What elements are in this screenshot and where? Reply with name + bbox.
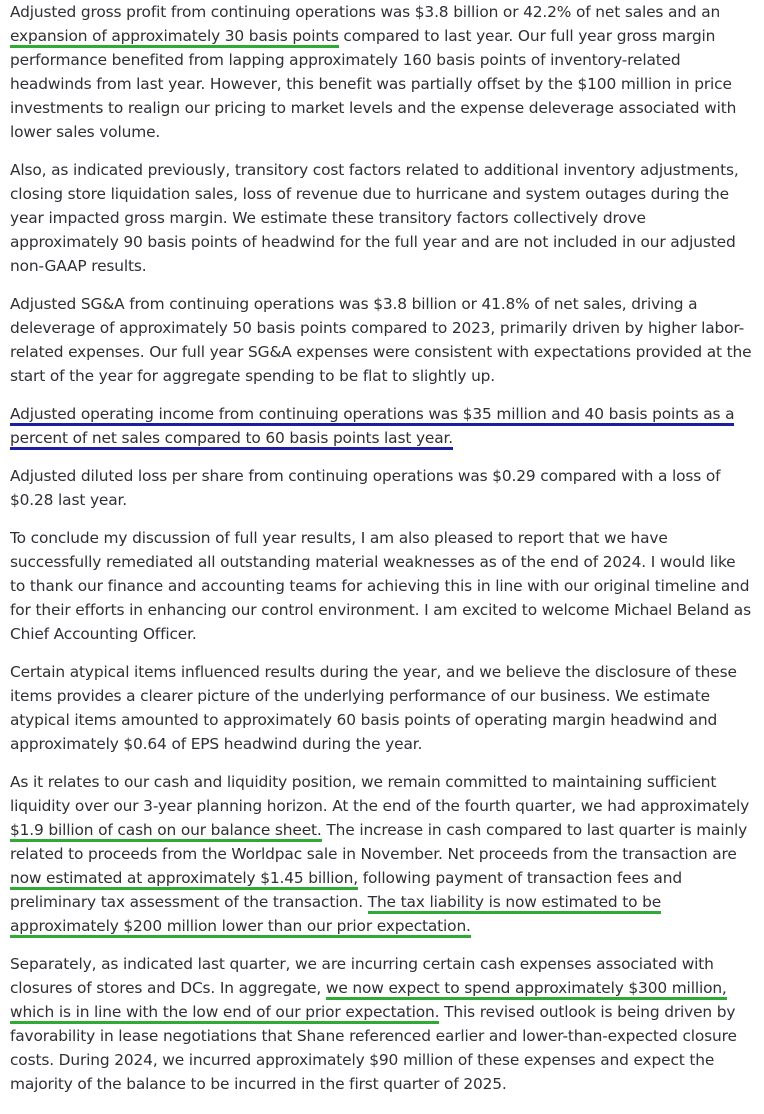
highlighted-text-green: expansion of approximately 30 basis points (10, 27, 339, 48)
paragraph (10, 526, 754, 646)
text-segment: This revised outlook is being driven by favorability in lease negotiations that Shane referenced earlier and lower-than-expected closure costs. During 2024, we incurred approximately $90 million of these expenses and expect the majority of the balance to be incurred in the first quarter of 2025. (10, 1003, 737, 1093)
text-segment: following payment of transaction fees and preliminary tax assessment of the transaction. (10, 869, 682, 911)
paragraph (10, 0, 754, 144)
paragraph (10, 464, 754, 512)
paragraph (10, 660, 754, 756)
paragraph (10, 158, 754, 278)
paragraph (10, 292, 754, 388)
text-segment: Adjusted gross profit from continuing operations was $3.8 billion or 42.2% of net sales and an (10, 3, 721, 21)
text-segment: Adjusted diluted loss per share from continuing operations was $0.29 compared with a loss of $0.28 last year. (10, 467, 721, 509)
text-segment: To conclude my discussion of full year results, I am also pleased to report that we have successfully remediated all outstanding material weaknesses as of the end of 2024. I would like to thank our finance and accounting teams for achieving this in line with our original timeline and for their efforts in enhancing our control environment. I am excited to welcome Michael Beland as Chief Accounting Officer. (10, 529, 751, 643)
highlighted-text-green: we now expect to spend approximately $300 million, which is in line with the low end of our prior expectation. (10, 979, 727, 1024)
highlighted-text-green: The tax liability is now estimated to be approximately $200 million lower than our prior expectation. (10, 893, 661, 938)
paragraph (10, 402, 754, 450)
text-segment: The increase in cash compared to last quarter is mainly related to proceeds from the Worldpac sale in November. Net proceeds from the transaction are (10, 821, 748, 863)
text-segment: Adjusted SG&A from continuing operations was $3.8 billion or 41.8% of net sales, driving a deleverage of approximately 50 basis points compared to 2023, primarily driven by higher labor-related expenses. Our full year SG&A expenses were consistent with expectations provided at the start of the year for aggregate spending to be flat to slightly up. (10, 295, 752, 385)
text-segment: Certain atypical items influenced results during the year, and we believe the disclosure of these items provides a clearer picture of the underlying performance of our business. We estimate atypical items amounted to approximately 60 basis points of operating margin headwind and approximately $0.64 of EPS headwind during the year. (10, 663, 737, 753)
text-segment: Also, as indicated previously, transitory cost factors related to additional inventory adjustments, closing store liquidation sales, loss of revenue due to hurricane and system outages during the year impacted gross margin. We estimate these transitory factors collectively drove approximately 90 basis points of headwind for the full year and are not included in our adjusted non-GAAP results. (10, 161, 739, 275)
text-segment: Separately, as indicated last quarter, we are incurring certain cash expenses associated with closures of stores and DCs. In aggregate, (10, 955, 714, 997)
paragraph (10, 952, 754, 1096)
paragraph (10, 770, 754, 938)
highlighted-text-green: now estimated at approximately $1.45 billion, (10, 869, 358, 890)
text-segment: As it relates to our cash and liquidity position, we remain committed to maintaining sufficient liquidity over our 3-year planning horizon. At the end of the fourth quarter, we had approximately (10, 773, 750, 815)
highlighted-text-blue: Adjusted operating income from continuing operations was $35 million and 40 basis points as a percent of net sales compared to 60 basis points last year. (10, 405, 734, 450)
highlighted-text-green: $1.9 billion of cash on our balance sheet. (10, 821, 322, 842)
transcript-document (10, 0, 754, 1110)
text-segment: compared to last year. Our full year gross margin performance benefited from lapping approximately 160 basis points of inventory-related headwinds from last year. However, this benefit was partially offset by the $100 million in price investments to realign our pricing to market levels and the expense deleverage associated with lower sales volume. (10, 27, 737, 141)
